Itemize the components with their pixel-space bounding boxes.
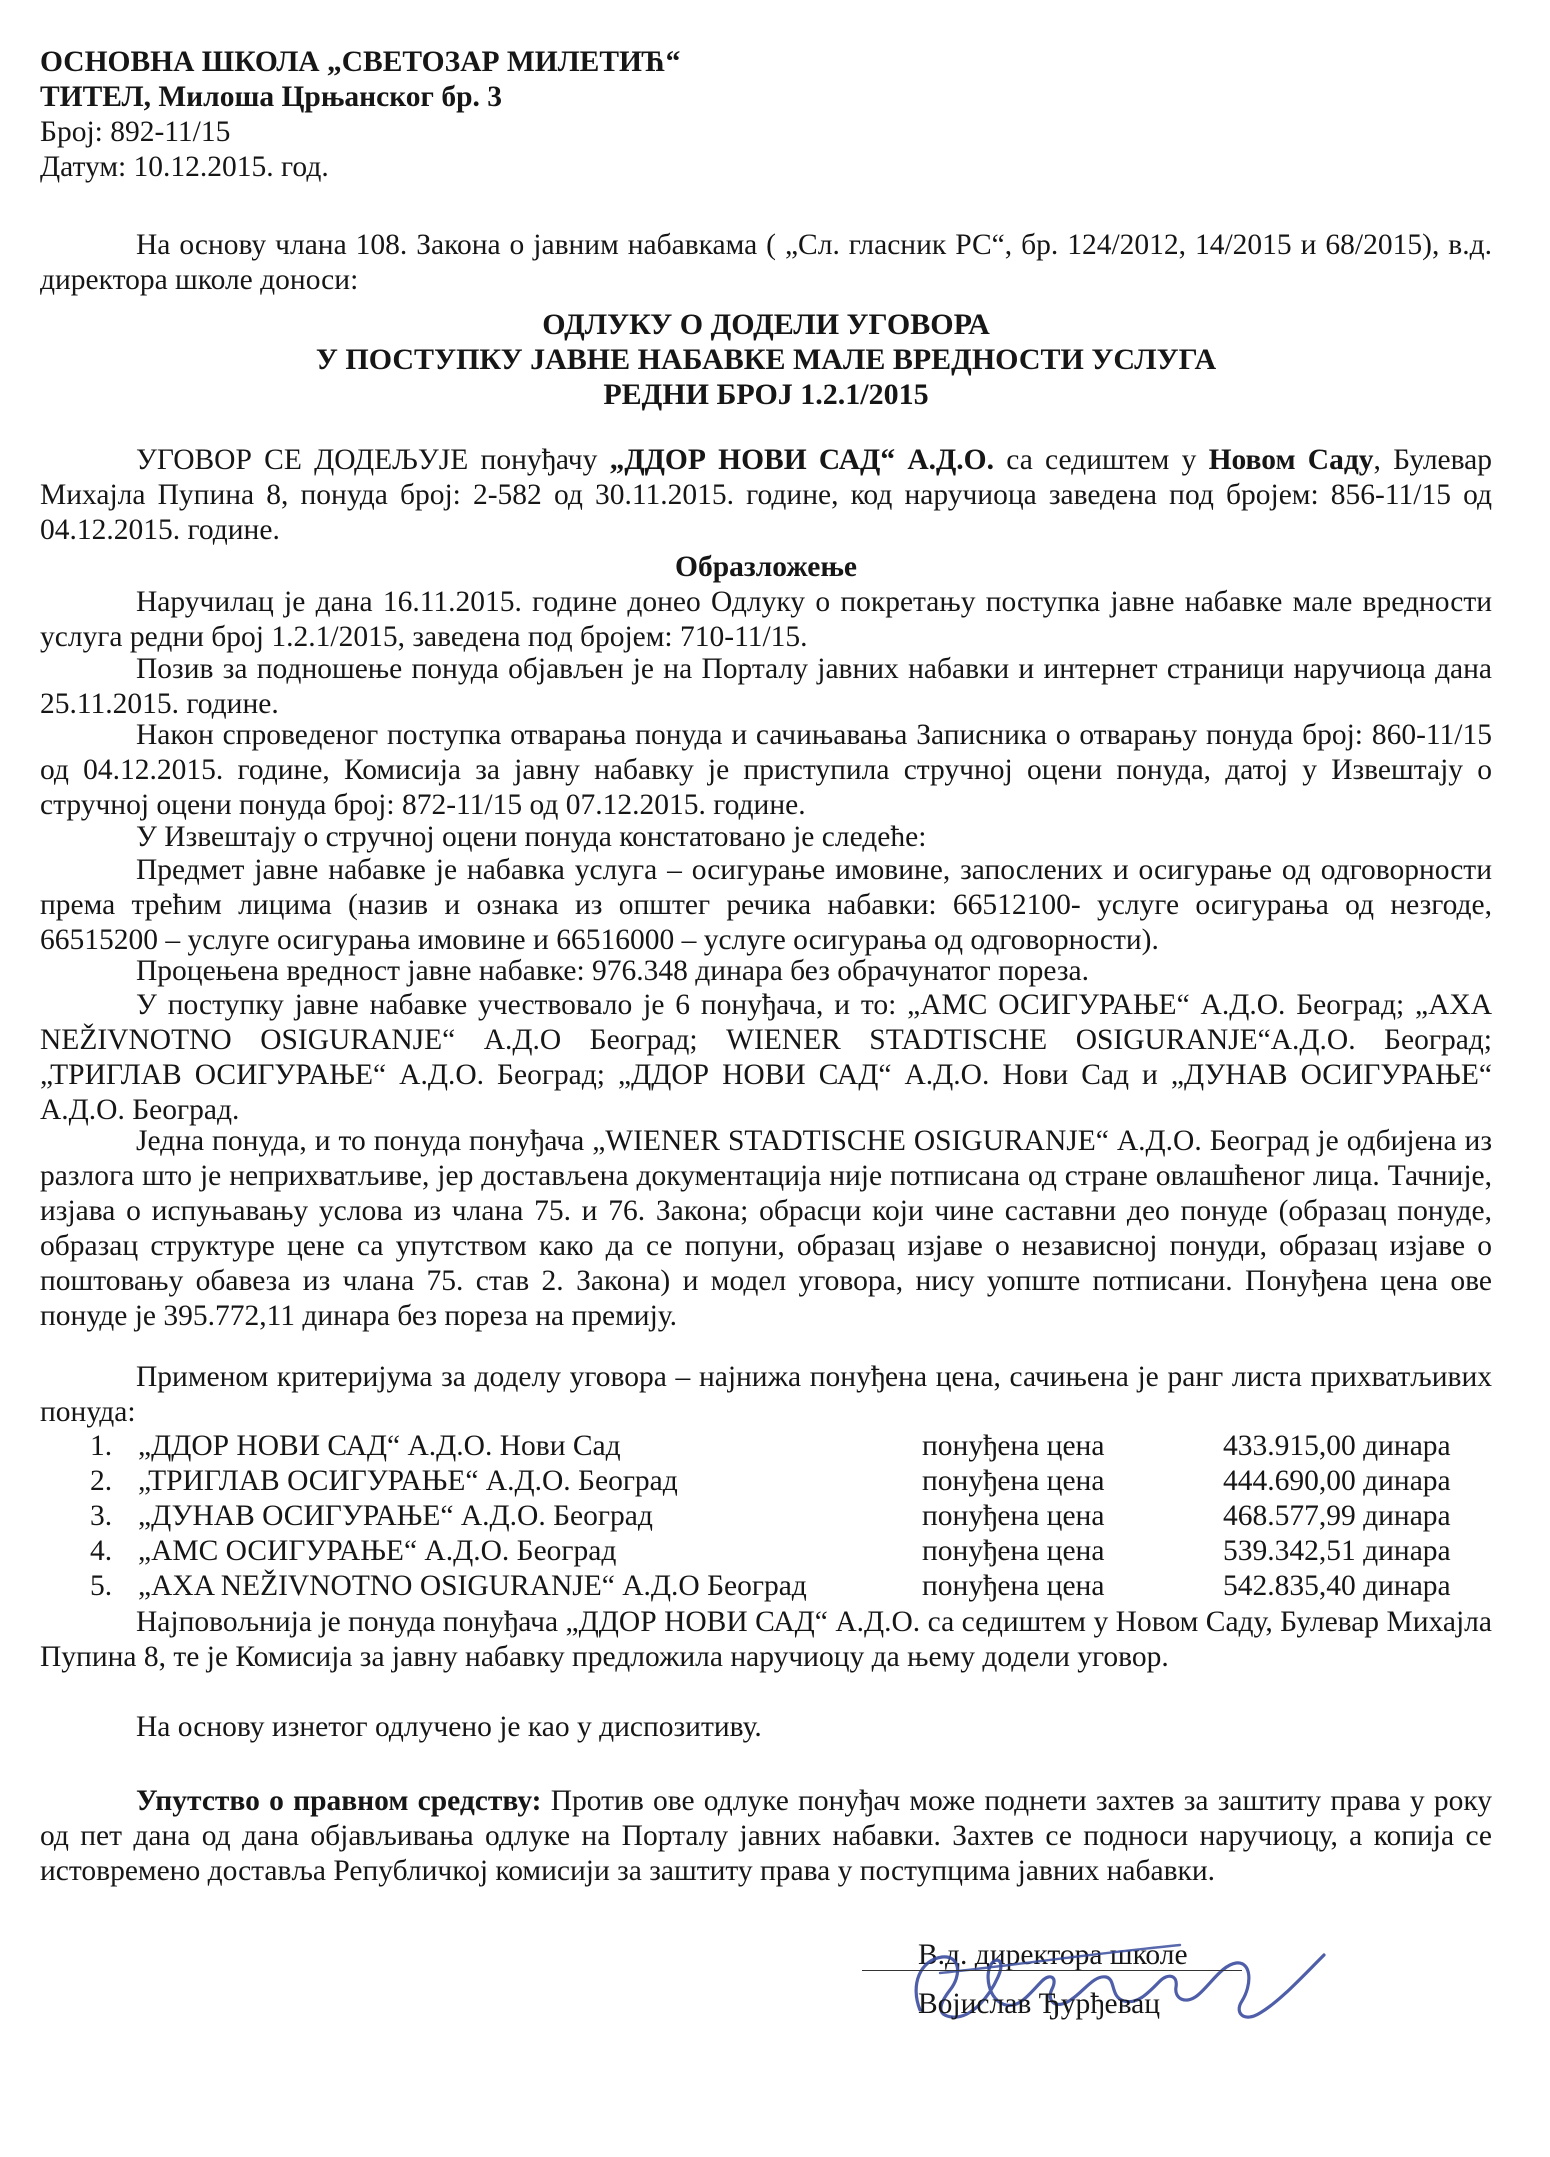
school-name: ОСНОВНА ШКОЛА „СВЕТОЗАР МИЛЕТИЋ“ [40, 46, 681, 78]
legal-remedy-text: Против ове одлуке понуђач може поднети захтев за заштиту права у року од пет дана од дана објављивања одлуке на Порталу јавних набавки. Захтев се подноси наручиоцу, а копија се истовремено доставља Републичкој комисији за заштиту права у поступцима јавних набавки. [40, 1785, 1492, 1887]
bidder-name: „ДДОР НОВИ САД“ А.Д.О. Нови Сад [138, 1430, 621, 1462]
paragraph-1: Наручилац је дана 16.11.2015. године донео Одлуку о покретању поступка јавне набавке мале вредности услуга редни број 1.2.1/2015, заведена под бројем: 710-11/15. [40, 586, 1492, 653]
intro-paragraph: На основу члана 108. Закона о јавним набавкама ( „Сл. гласник РС“, бр. 124/2012, 14/2015 и 68/2015), в.д. директора школе доноси: [40, 229, 1492, 296]
price-label: понуђена цена [922, 1430, 1105, 1462]
handwritten-signature [880, 1915, 1360, 2045]
letterhead [40, 45, 680, 185]
bidder-name: „ТРИГЛАВ ОСИГУРАЊЕ“ А.Д.О. Београд [138, 1465, 678, 1497]
decision-paragraph [40, 443, 1492, 548]
price-label: понуђена цена [922, 1500, 1105, 1532]
awarded-bidder: „ДДОР НОВИ САД“ А.Д.О. [609, 444, 994, 476]
paragraph-9: Применом критеријума за доделу уговора – најнижа понуђена цена, сачињена је ранг листа прихватљивих понуда: [40, 1361, 1492, 1428]
paragraph-5: Предмет јавне набавке је набавка услуга – осигурање имовине, запослених и осигурање од одговорности према трећим лицима (назив и ознака из општег речика набавки: 66512100- услуге осигурања од незгоде, 66515200 – услуге осигурања имовине и 66516000 – услуге осигурања од одговорности). [40, 854, 1492, 956]
rank-number: 5. [90, 1570, 113, 1602]
bidder-name: „AXA NEŽIVNOTNO OSIGURANJE“ А.Д.О Београд [138, 1570, 807, 1602]
document-date: Датум: 10.12.2015. год. [40, 151, 329, 183]
offered-price: 539.342,51 динара [1223, 1535, 1451, 1567]
bidder-name: „ДУНАВ ОСИГУРАЊЕ“ А.Д.О. Београд [138, 1500, 653, 1532]
decision-title-line-2: У ПОСТУПКУ ЈАВНЕ НАБАВКЕ МАЛЕ ВРЕДНОСТИ УСЛУГА [315, 343, 1217, 376]
signature-role: В.д. директора школе [918, 1939, 1188, 1971]
document-number: Број: 892-11/15 [40, 116, 231, 148]
price-label: понуђена цена [922, 1570, 1105, 1602]
decision-title-line-1: ОДЛУКУ О ДОДЕЛИ УГОВОРА [542, 308, 990, 341]
rank-number: 4. [90, 1535, 113, 1567]
signatory-name: Војислав Ђурђевац [918, 1988, 1161, 2020]
explanation-heading: Образложење [675, 551, 857, 583]
rank-number: 3. [90, 1500, 113, 1532]
ranking-list [40, 1429, 1492, 1605]
decision-document [40, 45, 1492, 2125]
decision-text-1: УГОВОР СЕ ДОДЕЉУЈЕ понуђачу [136, 444, 610, 476]
paragraph-11: На основу изнетог одлучено је као у диспозитиву. [136, 1711, 762, 1743]
offered-price: 444.690,00 динара [1223, 1465, 1451, 1497]
price-label: понуђена цена [922, 1465, 1105, 1497]
legal-remedy-label: Упутство о правном средству: [136, 1785, 542, 1817]
decision-text-3: , Булевар Михајла Пупина 8, понуда број: 2-582 од 30.11.2015. године, код наручиоца заведена под бројем: 856-11/15 од 04.12.2015. године. [40, 444, 1493, 546]
bidder-name: „АМС ОСИГУРАЊЕ“ А.Д.О. Београд [138, 1535, 617, 1567]
rank-number: 1. [90, 1430, 113, 1462]
rank-number: 2. [90, 1465, 113, 1497]
decision-text-2: са седиштем у [994, 444, 1209, 476]
offered-price: 433.915,00 динара [1223, 1430, 1451, 1462]
legal-remedy-paragraph [40, 1784, 1492, 1889]
paragraph-6: Процењена вредност јавне набавке: 976.348 динара без обрачунатог пореза. [136, 955, 1090, 987]
paragraph-3: Након спроведеног поступка отварања понуда и сачињавања Записника о отварању понуда број: 860-11/15 од 04.12.2015. године, Комисија за јавну набавку је приступила стручној оцени понуда, датој у Извештају о стручној оцени понуда број: 872-11/15 од 07.12.2015. године. [40, 719, 1492, 821]
offered-price: 468.577,99 динара [1223, 1500, 1451, 1532]
offered-price: 542.835,40 динара [1223, 1570, 1451, 1602]
decision-title-line-3: РЕДНИ БРОЈ 1.2.1/2015 [603, 378, 929, 411]
paragraph-2: Позив за подношење понуда објављен је на Порталу јавних набавки и интернет страници наручиоца дана 25.11.2015. године. [40, 653, 1492, 720]
paragraph-8: Једна понуда, и то понуда понуђача „WIENER STADTISCHE OSIGURANJE“ А.Д.О. Београд је одбијена из разлога што је неприхватљиве, јер достављена документација није потписана од стране овлашћеног лица. Тачније, изјава о испуњавању услова из члана 75. и 76. Закона; обрасци који чине саставни део понуде (образац понуде, образац структуре цене са упутством како да се попуни, образац изјаве о независној понуди, образац изјаве о поштовању обавеза из члана 75. став 2. Закона) и модел уговора, нису уопште потписани. Понуђена цена ове понуде је 395.772,11 динара без пореза на премију. [40, 1125, 1492, 1332]
signature-line [862, 1970, 1242, 1971]
paragraph-4: У Извештају о стручној оцени понуда констатовано је следеће: [136, 821, 927, 853]
bidder-city: Новом Саду [1208, 444, 1374, 476]
paragraph-7: У поступку јавне набавке учествовало је 6 понуђача, и то: „АМС ОСИГУРАЊЕ“ А.Д.О. Београд; „AXA NEŽIVNOTNO OSIGURANJE“ А.Д.О Београд; WIENER STADTISCHE OSIGURANJE“А.Д.О. Београд; „ТРИГЛАВ ОСИГУРАЊЕ“ А.Д.О. Београд; „ДДОР НОВИ САД“ А.Д.О. Нови Сад и „ДУНАВ ОСИГУРАЊЕ“ А.Д.О. Београд. [40, 989, 1492, 1126]
paragraph-10: Најповољнија је понуда понуђача „ДДОР НОВИ САД“ А.Д.О. са седиштем у Новом Саду, Булевар Михајла Пупина 8, те је Комисија за јавну набавку предложила наручиоцу да њему додели уговор. [40, 1606, 1492, 1673]
school-address: ТИТЕЛ, Милоша Црњанског бр. 3 [40, 81, 502, 113]
price-label: понуђена цена [922, 1535, 1105, 1567]
